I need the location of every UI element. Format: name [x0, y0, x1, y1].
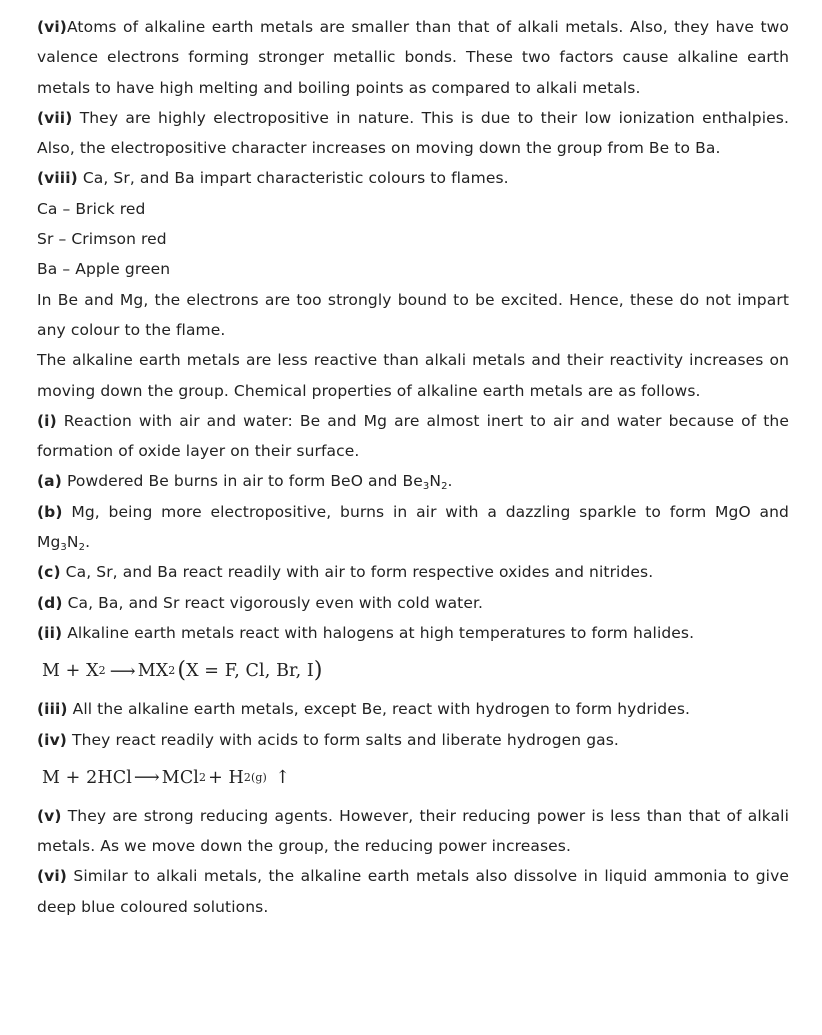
paragraph-text: Mg, being more electropositive, burns in air with a dazzling sparkle to form MgO and Mg — [37, 502, 789, 552]
paragraph-text: Ca, Sr, and Ba impart characteristic colours to flames. — [77, 169, 509, 188]
item-label: (vii) — [37, 108, 73, 127]
equation-acid-reaction: M + 2HCl ⟶ MCl 2 + H 2(g) ↑ — [42, 767, 291, 789]
paragraph-b-magnesium-burns — [37, 497, 789, 558]
item-label: (iv) — [37, 730, 67, 749]
subscript: 3 — [422, 481, 430, 493]
item-label: (a) — [37, 472, 62, 491]
punctuation: . — [447, 472, 453, 491]
reaction-arrow-icon: ⟶ — [109, 660, 136, 682]
paragraph-text: Atoms of alkaline earth metals are smaller than that of alkali metals. Also, they have two valence electrons forming stronger metallic bonds. These two factors cause alkaline earth metals to have high melting and boiling points as compared to alkali metals. — [37, 18, 789, 97]
item-label: (iii) — [37, 700, 68, 719]
paragraph-ii-halides — [37, 618, 789, 648]
subscript: 2 — [441, 481, 448, 493]
item-label: (i) — [37, 411, 57, 430]
paragraph-vi-liquid-ammonia — [37, 861, 789, 922]
paragraph-chemical-properties-intro: The alkaline earth metals are less reactive than alkali metals and their reactivity increases on moving down the group. Chemical properties of alkaline earth metals are as follows. — [37, 351, 789, 400]
item-label: (ii) — [37, 623, 63, 642]
equation-product: MX — [137, 661, 169, 682]
paragraph-vii-electropositive — [37, 103, 789, 164]
paragraph-v-reducing-agents — [37, 801, 789, 862]
paragraph-iii-hydrides — [37, 694, 789, 724]
paragraph-d-cold-water — [37, 588, 789, 618]
subscript: 2 — [78, 542, 86, 554]
reaction-arrow-icon: ⟶ — [133, 767, 160, 789]
item-label: (vi) — [37, 867, 67, 886]
flame-colour-ca: Ca – Brick red — [37, 199, 146, 218]
equation-condition: X = F, Cl, Br, I — [186, 661, 314, 682]
paragraph-text: Similar to alkali metals, the alkaline earth metals also dissolve in liquid ammonia to give deep blue coloured solutions. — [37, 867, 789, 916]
item-label: (c) — [37, 563, 61, 582]
paragraph-be-mg-no-colour: In Be and Mg, the electrons are too strongly bound to be excited. Hence, these do not impart any colour to the flame. — [37, 290, 789, 339]
equation-halide-formation: M + X 2 ⟶ MX 2 ( X = F, Cl, Br, I ) — [42, 658, 323, 684]
item-label: (viii) — [37, 169, 78, 188]
item-label: (vi) — [37, 18, 67, 36]
paragraph-a-beryllium-burns — [37, 466, 789, 496]
paragraph-viii-flame-colours — [37, 163, 789, 193]
subscript: 3 — [60, 542, 67, 554]
flame-colour-sr: Sr – Crimson red — [37, 230, 167, 249]
paragraph-vi-melting-points — [37, 12, 789, 103]
item-label: (b) — [37, 502, 63, 521]
punctuation: . — [85, 533, 91, 552]
paragraph-text: They are highly electropositive in nature. This is due to their low ionization enthalpies. Also, the electropositive character increases on moving down the group from Be to Ba. — [37, 108, 789, 158]
flame-colour-ba: Ba – Apple green — [37, 260, 171, 279]
equation-reactants: M + 2HCl — [42, 767, 132, 788]
paragraph-c-oxides-nitrides — [37, 557, 789, 587]
item-label: (v) — [37, 806, 62, 825]
paragraph-text: Ca, Ba, and Sr react vigorously even with cold water. — [62, 593, 484, 612]
paragraph-text: Ca, Sr, and Ba react readily with air to form respective oxides and nitrides. — [60, 563, 654, 582]
paragraph-text: Powdered Be burns in air to form BeO and Be — [61, 472, 423, 491]
gas-evolved-arrow-icon: ↑ — [274, 767, 291, 789]
paragraph-text: Alkaline earth metals react with halogens at high temperatures to form halides. — [62, 623, 695, 642]
paragraph-iv-acids — [37, 725, 789, 755]
formula-element: N — [429, 472, 442, 491]
paragraph-text: Reaction with air and water: Be and Mg are almost inert to air and water because of the formation of oxide layer on their surface. — [37, 411, 789, 461]
paragraph-text: They are strong reducing agents. However, their reducing power is less than that of alkali metals. As we move down the group, the reducing power increases. — [37, 806, 789, 856]
paragraph-text: All the alkaline earth metals, except Be, react with hydrogen to form hydrides. — [67, 700, 691, 719]
equation-product: MCl — [161, 767, 200, 788]
paragraph-i-air-water — [37, 406, 789, 467]
equation-product-gas: + H — [208, 767, 244, 788]
equation-reactants: M + X — [42, 661, 99, 682]
paragraph-text: They react readily with acids to form salts and liberate hydrogen gas. — [67, 730, 619, 749]
formula-element: N — [66, 533, 79, 552]
item-label: (d) — [37, 593, 63, 612]
